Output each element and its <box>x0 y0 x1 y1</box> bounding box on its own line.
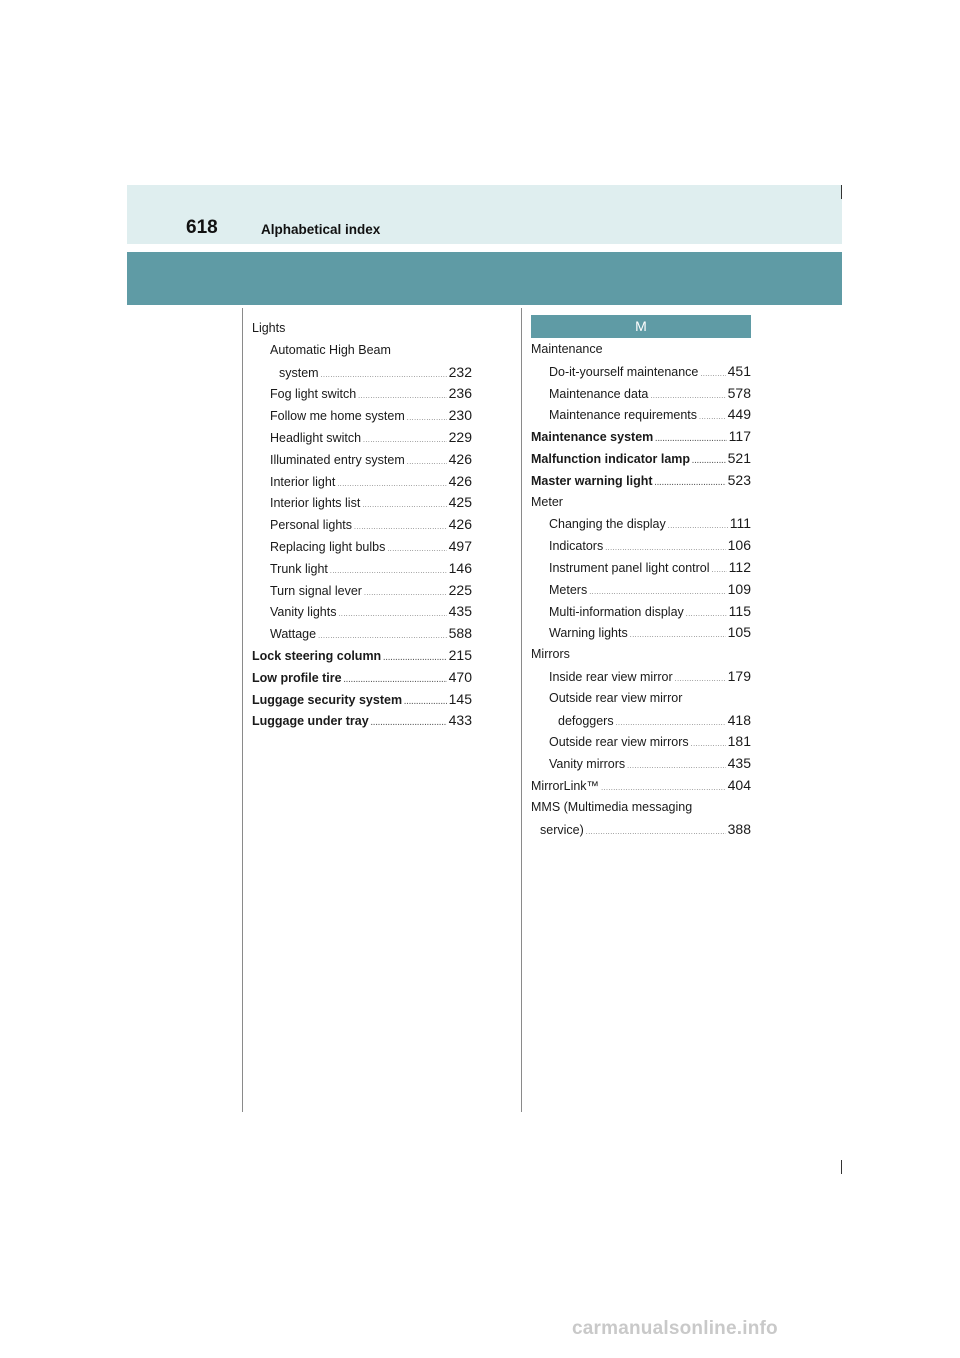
index-entry[interactable] <box>531 448 751 470</box>
entry-page-number: 426 <box>448 472 472 489</box>
index-entry[interactable] <box>252 405 472 427</box>
entry-label: Mirrors <box>531 647 570 662</box>
entry-label: Fog light switch <box>270 387 357 402</box>
crop-mark-top <box>841 185 842 199</box>
index-entry[interactable] <box>531 753 751 775</box>
index-entry[interactable] <box>531 383 751 405</box>
entry-label: Meter <box>531 494 563 509</box>
index-entry[interactable] <box>531 535 751 557</box>
page-number: 618 <box>186 217 218 238</box>
index-entry[interactable] <box>252 492 472 514</box>
entry-label: Vanity mirrors <box>549 757 626 772</box>
index-entry[interactable] <box>252 601 472 623</box>
entry-label: Wattage <box>270 627 317 642</box>
index-entry[interactable] <box>531 361 751 383</box>
entry-page-number: 435 <box>448 603 472 620</box>
entry-page-number: 521 <box>727 449 751 466</box>
entry-page-number: 578 <box>727 384 751 401</box>
index-entry[interactable] <box>531 710 751 732</box>
entry-page-number: 451 <box>727 362 751 379</box>
entry-label: Maintenance requirements <box>549 408 697 423</box>
index-entry[interactable] <box>252 710 472 732</box>
index-entry[interactable] <box>531 666 751 688</box>
index-entry[interactable] <box>531 797 751 819</box>
index-entry[interactable] <box>531 579 751 601</box>
header-band <box>127 185 842 244</box>
entry-label: Changing the display <box>549 517 666 532</box>
entry-page-number: 236 <box>448 385 472 402</box>
entry-label: Indicators <box>549 539 604 554</box>
entry-label: Low profile tire <box>252 670 342 685</box>
index-entry[interactable] <box>252 383 472 405</box>
entry-label: Maintenance data <box>549 386 649 401</box>
entry-label: defoggers <box>558 713 614 728</box>
entry-label: Interior light <box>270 474 336 489</box>
index-entry[interactable] <box>531 404 751 426</box>
entry-label: Instrument panel light control <box>549 560 710 575</box>
dot-leader <box>371 713 447 735</box>
entry-label: MirrorLink™ <box>531 778 600 793</box>
entry-label: Maintenance system <box>531 430 654 445</box>
entry-page-number: 433 <box>448 712 472 729</box>
entry-label: Lights <box>252 321 286 335</box>
entry-label: Lock steering column <box>252 648 382 663</box>
entry-page-number: 117 <box>728 428 751 445</box>
entry-label: service) <box>540 822 584 837</box>
section-band <box>127 252 842 305</box>
index-entry[interactable] <box>252 689 472 711</box>
entry-page-number: 418 <box>727 711 751 728</box>
entry-label: Inside rear view mirror <box>549 669 673 684</box>
index-entry[interactable] <box>531 688 751 710</box>
entry-label: Malfunction indicator lamp <box>531 451 691 466</box>
entry-page-number: 111 <box>729 515 751 532</box>
entry-page-number: 229 <box>448 428 472 445</box>
index-entry[interactable] <box>252 623 472 645</box>
entry-page-number: 225 <box>448 581 472 598</box>
entry-page-number: 470 <box>448 668 472 685</box>
index-entry[interactable] <box>252 471 472 493</box>
entry-page-number: 181 <box>727 733 751 750</box>
entry-page-number: 109 <box>727 580 751 597</box>
entry-label: Follow me home system <box>270 409 405 424</box>
watermark: carmanualsonline.info <box>572 1318 778 1339</box>
entry-label: Interior lights list <box>270 496 361 511</box>
index-entry[interactable] <box>531 339 751 361</box>
index-entry[interactable] <box>531 731 751 753</box>
index-entry[interactable] <box>531 557 751 579</box>
entry-label: Luggage under tray <box>252 714 369 729</box>
entry-page-number: 232 <box>448 363 472 380</box>
entry-label: Replacing light bulbs <box>270 539 386 554</box>
entry-page-number: 426 <box>448 516 472 533</box>
entry-page-number: 106 <box>727 537 751 554</box>
entry-page-number: 425 <box>448 494 472 511</box>
index-entry[interactable] <box>531 775 751 797</box>
entry-page-number: 112 <box>728 558 751 575</box>
entry-page-number: 426 <box>448 450 472 467</box>
entry-page-number: 146 <box>448 559 472 576</box>
index-entry[interactable] <box>531 644 751 666</box>
entry-label: Multi-information display <box>549 604 684 619</box>
crop-mark-bottom <box>841 1160 842 1174</box>
index-entry[interactable] <box>252 667 472 689</box>
entry-label: Illuminated entry system <box>270 452 405 467</box>
index-entry[interactable] <box>531 492 751 514</box>
entry-page-number: 215 <box>448 646 472 663</box>
index-entry[interactable] <box>531 622 751 644</box>
index-entry[interactable] <box>531 513 751 535</box>
entry-page-number: 388 <box>727 820 751 837</box>
entry-label: Maintenance <box>531 342 603 356</box>
entry-page-number: 179 <box>727 667 751 684</box>
entry-label: MMS (Multimedia messaging <box>531 799 693 814</box>
entry-label: Trunk light <box>270 561 328 576</box>
entry-label: Master warning light <box>531 473 653 488</box>
entry-page-number: 588 <box>448 625 472 642</box>
entry-page-number: 449 <box>727 406 751 423</box>
entry-label: Luggage security system <box>252 692 403 707</box>
right-column-rule <box>521 308 522 1112</box>
entry-label: Outside rear view mirror <box>549 690 683 705</box>
index-column-right <box>531 318 751 840</box>
index-entry[interactable] <box>252 318 472 340</box>
entry-label: Personal lights <box>270 518 352 533</box>
index-entry[interactable] <box>252 558 472 580</box>
entry-page-number: 105 <box>727 624 751 641</box>
dot-leader <box>586 822 726 844</box>
page-title: Alphabetical index <box>261 222 381 237</box>
index-entry[interactable] <box>252 536 472 558</box>
index-column-left <box>252 318 472 732</box>
entry-label: system <box>279 365 319 380</box>
left-column-rule <box>242 308 243 1112</box>
entry-page-number: 497 <box>448 537 472 554</box>
entry-page-number: 404 <box>727 776 751 793</box>
entry-page-number: 145 <box>448 690 472 707</box>
entry-label: Do-it-yourself maintenance <box>549 364 699 379</box>
entry-page-number: 435 <box>727 755 751 772</box>
entry-page-number: 115 <box>728 602 751 619</box>
index-entry[interactable] <box>252 340 472 362</box>
entry-page-number: 230 <box>448 407 472 424</box>
index-entry[interactable] <box>531 819 751 841</box>
index-entry[interactable] <box>252 427 472 449</box>
index-entry[interactable] <box>252 645 472 667</box>
index-entry[interactable] <box>252 362 472 384</box>
index-entry[interactable] <box>252 580 472 602</box>
entry-label: Vanity lights <box>270 605 337 620</box>
index-entry[interactable] <box>531 601 751 623</box>
entry-label: Warning lights <box>549 626 628 641</box>
index-entry[interactable] <box>531 426 751 448</box>
entry-label: Headlight switch <box>270 430 362 445</box>
entry-label: Automatic High Beam <box>270 342 391 357</box>
index-entry[interactable] <box>252 514 472 536</box>
entry-label: Outside rear view mirrors <box>549 735 689 750</box>
index-entry[interactable] <box>252 449 472 471</box>
section-letter-m: M <box>531 315 751 338</box>
index-entry[interactable] <box>531 470 751 492</box>
entry-page-number: 523 <box>727 471 751 488</box>
entry-label: Meters <box>549 582 588 597</box>
entry-label: Turn signal lever <box>270 583 362 598</box>
